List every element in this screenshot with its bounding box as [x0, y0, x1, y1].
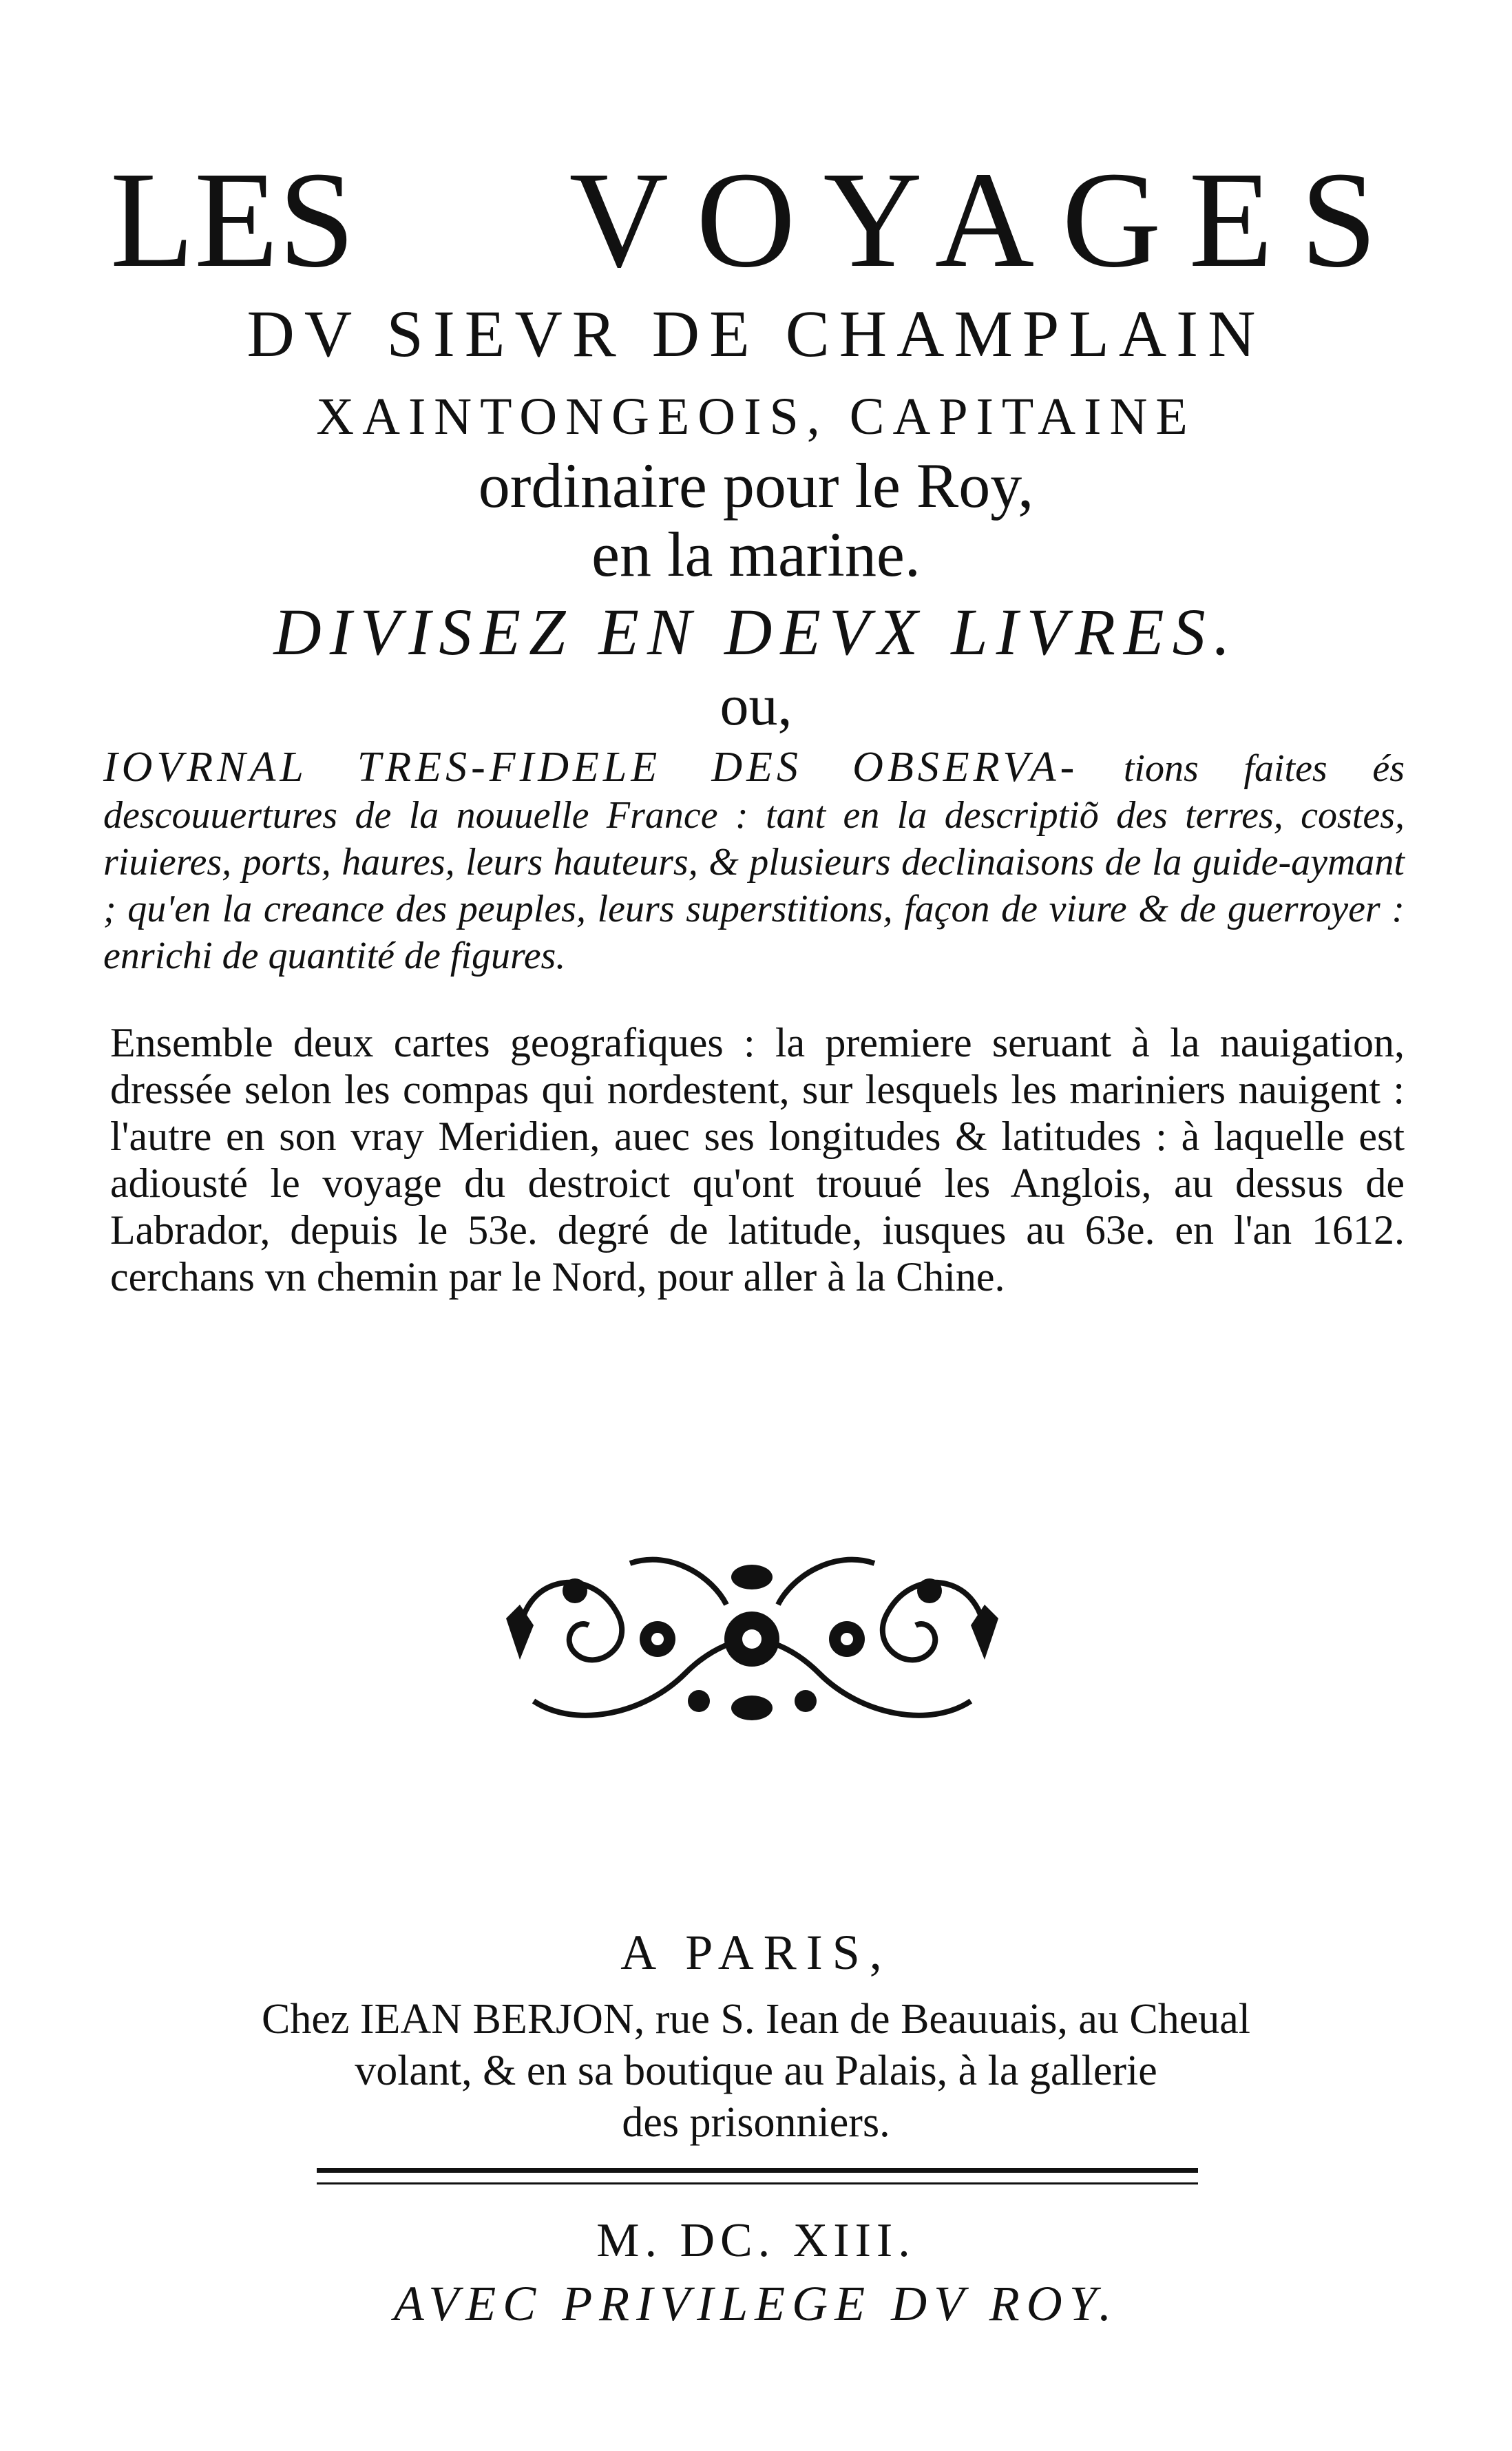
subtitle-author: DV SIEVR DE CHAMPLAIN	[246, 297, 1266, 371]
subtitle-origin: XAINTONGEOIS, CAPITAINE	[316, 388, 1196, 446]
royal-privilege: AVEC PRIVILEGE DV ROY.	[393, 2276, 1119, 2331]
publication-date: M. DC. XIII.	[596, 2214, 916, 2267]
journal-description	[103, 744, 1405, 979]
maps-description: Ensemble deux cartes geografiques : la premiere seruant à la nauigation, dressée selon les compas qui nordestent, sur lesquels les mariniers nauigent : l'autre en son vray Meridien, auec ses longitudes & latitudes : à laquelle est adiousté le voyage du destroict qu'ont trouué les Anglois, au dessus de Labrador, depuis le 53e. degré de latitude, iusques au 63e. en l'an 1612. cerchans vn chemin par le Nord, pour aller à la Chine.	[110, 1020, 1405, 1300]
journal-lead: IOVRNAL TRES-FIDELE DES OBSERVA-	[103, 744, 1079, 791]
double-rule-divider	[317, 2168, 1198, 2184]
imprint-shop: volant, & en sa boutique au Palais, à la gallerie	[355, 2047, 1157, 2094]
subtitle-divisions: DIVISEZ EN DEVX LIVRES.	[273, 595, 1239, 669]
subtitle-marine: en la marine.	[591, 519, 921, 590]
journal-text: tions faites és descouuertures de la nouuelle France : tant en la descriptiõ des terres, costes, riuieres, ports, haures, leurs hauteurs, & plusieurs declinaisons de la guide-aymant ; qu'en la creance des peuples, leurs superstitions, façon de viure & de guerroyer : enrichi de quantité de figures.	[103, 747, 1405, 977]
subtitle-rank: ordinaire pour le Roy,	[478, 450, 1034, 521]
subtitle-ou: ou,	[720, 674, 792, 738]
title-word-voyages: VOYAGES	[569, 144, 1405, 296]
main-title	[110, 138, 1405, 303]
printers-ornament	[492, 1536, 1012, 1742]
imprint-publisher: Chez IEAN BERJON, rue S. Iean de Beauuais, au Cheual	[262, 1996, 1250, 2043]
imprint-gallery: des prisonniers.	[622, 2099, 890, 2146]
title-word-les: LES	[110, 144, 355, 296]
imprint-city: A PARIS,	[620, 1925, 892, 1980]
